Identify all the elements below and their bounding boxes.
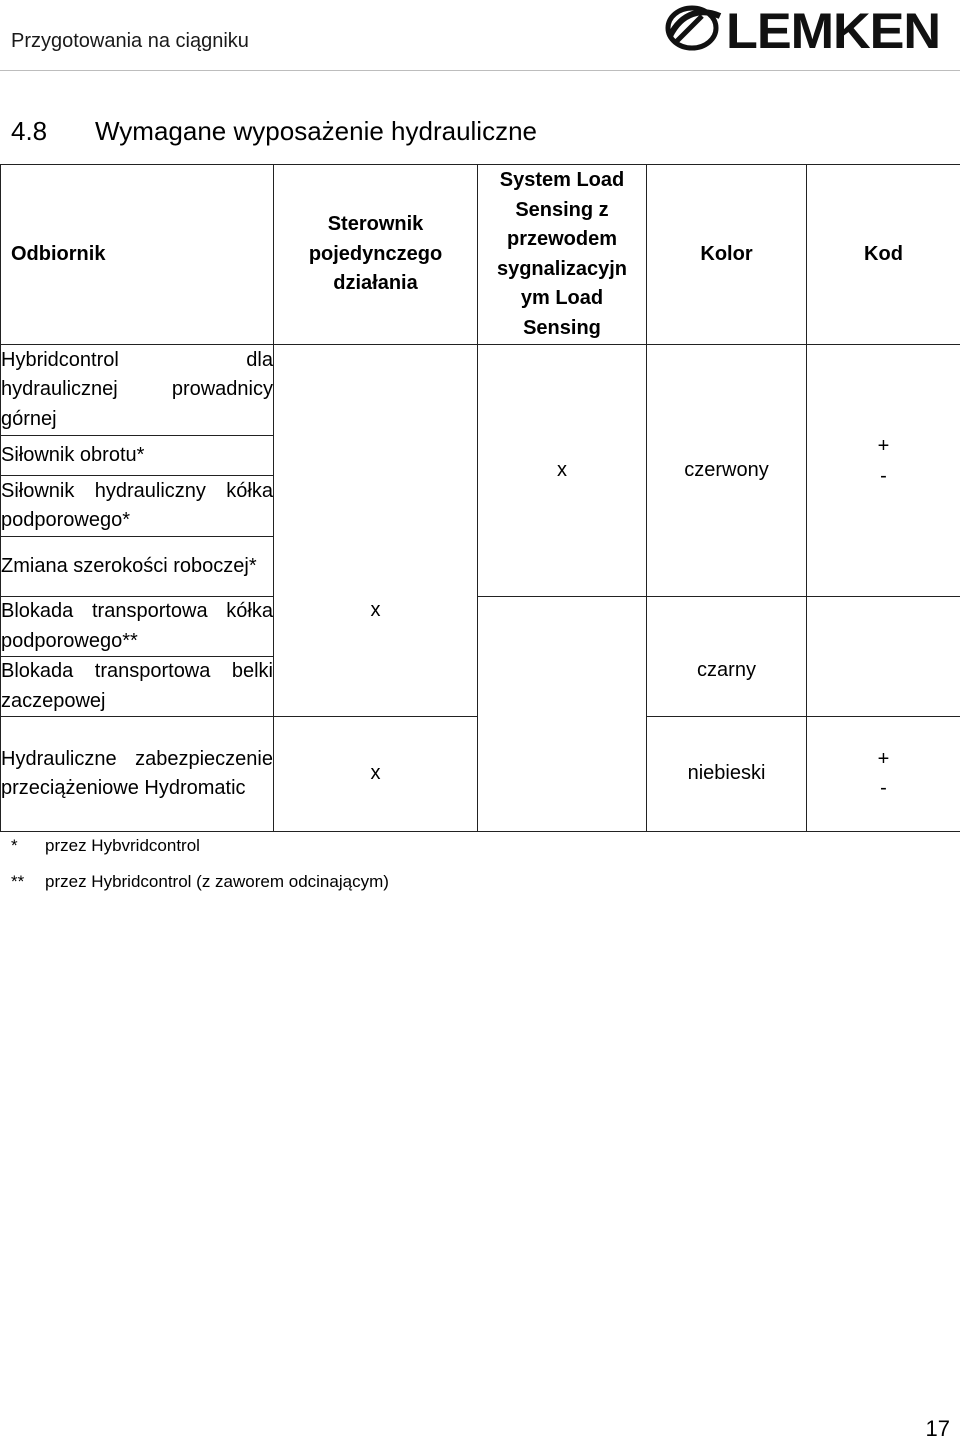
receiver-cell: Blokada transportowa belki zaczepowej [1, 657, 274, 717]
table-header-row [1, 165, 960, 345]
color-cell: niebieski [647, 717, 807, 832]
table-row [1, 597, 960, 657]
code-minus: - [880, 464, 887, 487]
column-header-receiver: Odbiornik [1, 165, 274, 345]
footnote-text: przez Hybvridcontrol [45, 836, 200, 855]
receiver-cell: Blokada transportowa kółka podporowego** [1, 597, 274, 657]
color-cell: czerwony [647, 345, 807, 597]
footnote-mark: ** [11, 872, 25, 891]
footnote-text: przez Hybridcontrol (z zaworem odcinającym) [45, 872, 389, 891]
receiver-cell: Zmiana szerokości roboczej* [1, 537, 274, 597]
lemken-emblem-icon [668, 8, 720, 48]
load-sensing-cell: x [478, 345, 647, 597]
page-number: 17 [925, 1416, 950, 1441]
receiver-cell: Hybridcontrol dla hydraulicznej prowadnicy górnej [1, 345, 274, 436]
code-plus: + [877, 747, 890, 770]
single-acting-cell: x [274, 717, 478, 832]
column-header-load-sensing: System Load Sensing z przewodem sygnalizacyjn ym Load Sensing [478, 165, 647, 345]
color-cell: czarny [647, 597, 807, 717]
running-header: Przygotowania na ciągniku [11, 30, 249, 52]
code-cell-empty [807, 597, 960, 717]
load-sensing-cell-empty [478, 597, 647, 832]
receiver-cell: Hydrauliczne zabezpieczenie przeciążeniowe Hydromatic [1, 717, 274, 832]
column-header-single-acting: Sterownik pojedynczego działania [274, 165, 478, 345]
column-header-color: Kolor [647, 165, 807, 345]
receiver-cell: Siłownik obrotu* [1, 436, 274, 476]
single-acting-cell: x [274, 345, 478, 717]
section-heading [11, 116, 537, 147]
section-title: Wymagane wyposażenie hydrauliczne [95, 116, 537, 146]
code-cell [807, 717, 960, 832]
footnote-mark: * [11, 836, 18, 855]
footnote [11, 836, 200, 856]
receiver-cell: Siłownik hydrauliczny kółka podporowego* [1, 476, 274, 537]
footnote [11, 872, 389, 892]
table-row [1, 345, 960, 436]
svg-text:LEMKEN: LEMKEN [726, 3, 940, 56]
code-minus: - [880, 777, 887, 799]
code-plus: + [877, 435, 890, 457]
hydraulics-table [0, 164, 960, 832]
header-rule [0, 70, 960, 71]
section-number: 4.8 [11, 116, 48, 146]
column-header-code: Kod [807, 165, 960, 345]
code-cell [807, 345, 960, 597]
lemken-logo [662, 2, 944, 56]
